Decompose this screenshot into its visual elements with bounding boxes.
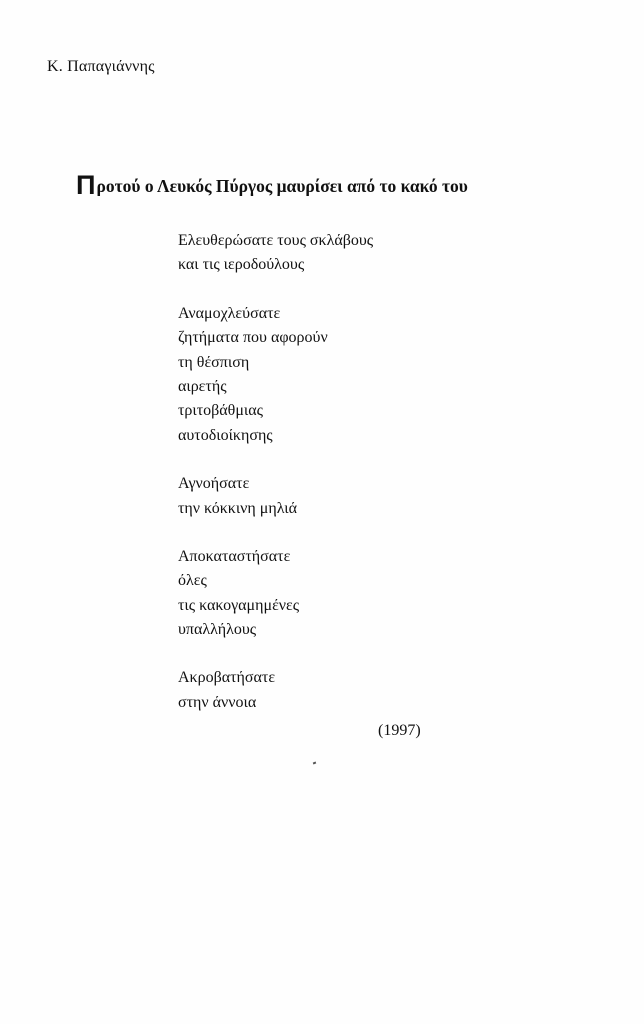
poem-line: την κόκκινη μηλιά bbox=[178, 499, 297, 517]
poem-line: ζητήματα που αφορούν bbox=[178, 329, 328, 347]
poem-line: υπαλλήλους bbox=[178, 621, 257, 639]
poem-title bbox=[76, 170, 468, 201]
poem-line: Ελευθερώσατε τους σκλάβους bbox=[178, 232, 374, 249]
stanza bbox=[178, 545, 373, 643]
print-speck bbox=[313, 762, 317, 765]
stanza bbox=[178, 302, 373, 448]
poem-line: αιρετής bbox=[178, 377, 227, 395]
poem-line: τις κακογαμημένες bbox=[178, 596, 300, 614]
stanza bbox=[178, 472, 373, 521]
poem-line: Αποκαταστήσατε bbox=[178, 547, 291, 565]
poem-line: Αναμοχλεύσατε bbox=[178, 304, 281, 322]
title-text: ροτού ο Λευκός Πύργος μαυρίσει από το κακό του bbox=[96, 176, 468, 196]
poem-line: αυτοδιοίκησης bbox=[178, 426, 273, 444]
poem-line: και τις ιεροδούλους bbox=[178, 256, 305, 274]
poem-line: Ακροβατήσατε bbox=[178, 669, 276, 687]
title-initial-letter: Π bbox=[76, 170, 96, 200]
poem-line: όλες bbox=[178, 572, 207, 590]
poem-line: Αγνοήσατε bbox=[178, 475, 250, 493]
poem-year: (1997) bbox=[378, 722, 421, 739]
poem-line: τριτοβάθμιας bbox=[178, 402, 263, 420]
stanza bbox=[178, 666, 373, 715]
stanza bbox=[178, 229, 373, 278]
author-name: Κ. Παπαγιάννης bbox=[47, 58, 155, 75]
poem-line: τη θέσπιση bbox=[178, 353, 250, 371]
poem-line: στην άννοια bbox=[178, 693, 257, 711]
poem-body bbox=[178, 229, 373, 715]
